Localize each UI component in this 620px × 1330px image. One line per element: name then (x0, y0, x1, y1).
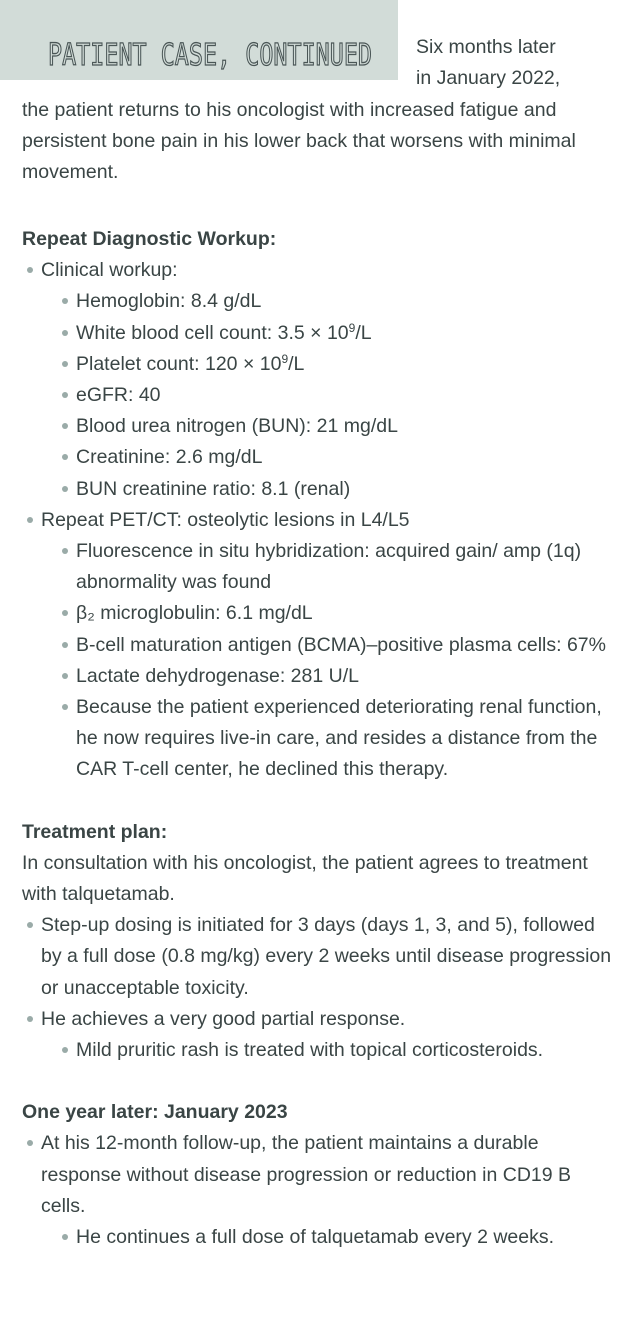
case-content (22, 224, 612, 1253)
list-item (22, 411, 612, 442)
list-item (22, 598, 612, 629)
list-item (22, 1128, 612, 1222)
bullet-icon (62, 548, 68, 554)
bullet-icon (62, 642, 68, 648)
bullet-icon (62, 673, 68, 679)
bullet-icon (27, 517, 33, 523)
followup-section (22, 1097, 612, 1253)
hemoglobin-value: Hemoglobin: 8.4 g/dL (76, 290, 262, 313)
platelet-unit: /L (288, 352, 305, 375)
wbc-exponent: 9 (348, 320, 356, 335)
bullet-icon (62, 1047, 68, 1053)
bullet-icon (62, 330, 68, 336)
bullet-icon (62, 454, 68, 460)
bullet-icon (62, 423, 68, 429)
list-item (22, 630, 612, 661)
fish-result: Fluorescence in situ hybridization: acquired gain/ amp (1q) abnormality was found (76, 540, 582, 594)
intro-paragraph: the patient returns to his oncologist with increased fatigue and persistent bone pain in his lower back that worsens with minimal movement. (22, 99, 576, 183)
declined-therapy-note: Because the patient experienced deteriorating renal function, he now requires live-in care, and resides a distance from the CAR T-cell center, he declined this therapy. (76, 696, 602, 781)
bullet-icon (62, 1234, 68, 1240)
bullet-icon (27, 1140, 33, 1146)
response-note: He achieves a very good partial response. (41, 1007, 406, 1030)
list-item (22, 1004, 612, 1035)
workup-section (22, 224, 612, 786)
treatment-heading: Treatment plan: (22, 820, 168, 843)
stepup-dosing: Step-up dosing is initiated for 3 days (days 1, 3, and 5), followed by a full dose (0.8 mg/kg) every 2 weeks until disease progression or unacceptable toxicity. (41, 914, 612, 999)
rash-note: Mild pruritic rash is treated with topical corticosteroids. (76, 1039, 544, 1062)
bun-value: Blood urea nitrogen (BUN): 21 mg/dL (76, 415, 398, 438)
page-title: PATIENT CASE, CONTINUED (48, 38, 373, 73)
wbc-unit: /L (355, 321, 372, 344)
list-item (22, 692, 612, 786)
list-item (22, 380, 612, 411)
wbc-value: White blood cell count: 3.5 × 10 (76, 321, 349, 344)
list-item (22, 661, 612, 692)
bullet-icon (27, 267, 33, 273)
list-item (22, 474, 612, 505)
followup-heading: One year later: January 2023 (22, 1101, 288, 1124)
list-item (22, 1035, 612, 1066)
followup-continues: He continues a full dose of talquetamab every 2 weeks. (76, 1226, 555, 1249)
intro-side-text (416, 32, 616, 94)
list-item (22, 286, 612, 317)
bullet-icon (62, 361, 68, 367)
list-item (22, 910, 612, 1004)
platelet-exponent: 9 (281, 351, 289, 366)
list-item (22, 349, 612, 380)
b2m-value: β₂ microglobulin: 6.1 mg/dL (76, 602, 313, 625)
bullet-icon (27, 1016, 33, 1022)
bullet-icon (62, 486, 68, 492)
bun-ratio-value: BUN creatinine ratio: 8.1 (renal) (76, 477, 351, 500)
list-item (22, 536, 612, 598)
egfr-value: eGFR: 40 (76, 384, 161, 407)
creatinine-value: Creatinine: 2.6 mg/dL (76, 446, 263, 469)
list-item (22, 318, 612, 349)
treatment-intro: In consultation with his oncologist, the patient agrees to treatment with talquetamab. (22, 851, 588, 906)
platelet-value: Platelet count: 120 × 10 (76, 352, 282, 375)
pet-ct-label: Repeat PET/CT: osteolytic lesions in L4/L5 (41, 508, 410, 531)
list-item (22, 505, 612, 536)
list-item (22, 442, 612, 473)
list-item (22, 255, 612, 286)
bcma-value: B-cell maturation antigen (BCMA)–positive plasma cells: 67% (76, 633, 606, 656)
intro-line-1: Six months later (416, 36, 556, 58)
workup-heading: Repeat Diagnostic Workup: (22, 228, 277, 250)
bullet-icon (62, 704, 68, 710)
ldh-value: Lactate dehydrogenase: 281 U/L (76, 664, 359, 687)
bullet-icon (62, 610, 68, 616)
intro-line-2: in January 2022, (416, 67, 561, 89)
bullet-icon (27, 922, 33, 928)
bullet-icon (62, 298, 68, 304)
list-item (22, 1222, 612, 1253)
clinical-workup-label: Clinical workup: (41, 259, 178, 282)
treatment-section (22, 817, 612, 1067)
followup-maintains: At his 12-month follow-up, the patient maintains a durable response without disease progression or reduction in CD19 B cells. (41, 1132, 572, 1217)
bullet-icon (62, 392, 68, 398)
